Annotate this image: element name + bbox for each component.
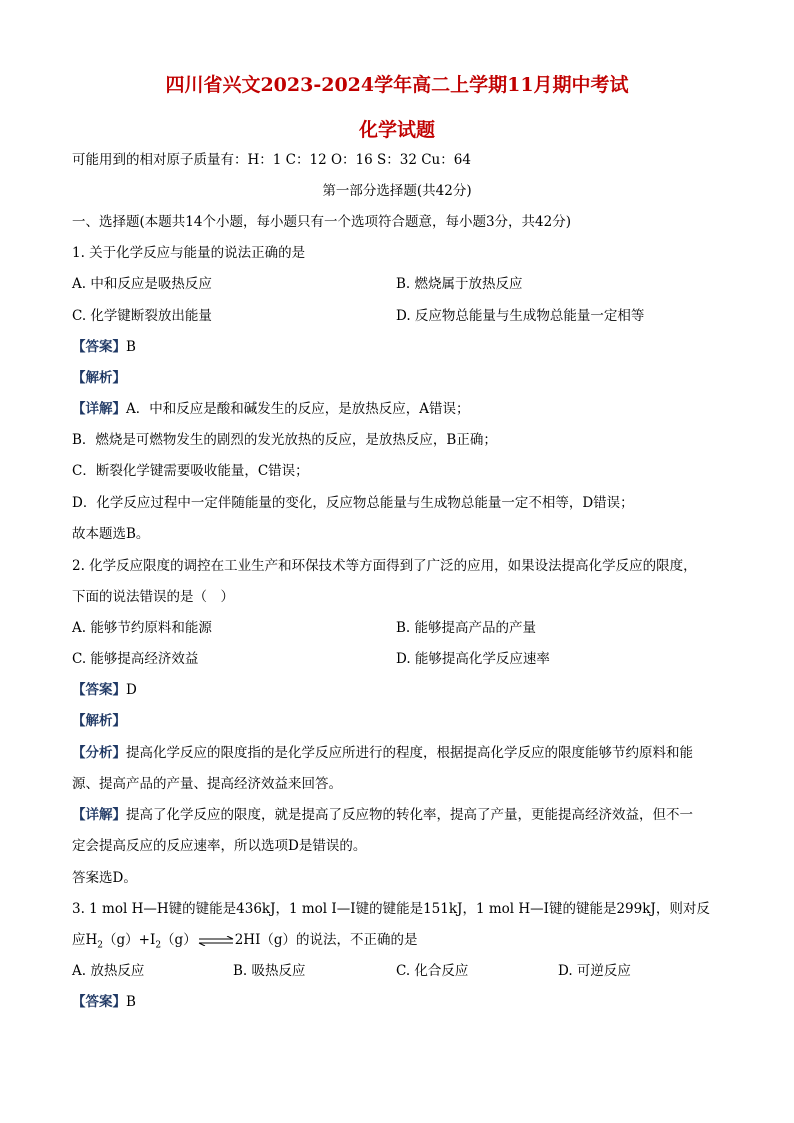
q1-stem: 1. 关于化学反应与能量的说法正确的是 <box>72 245 306 261</box>
q1-option-c: C. 化学键断裂放出能量 <box>72 308 212 324</box>
subscript-2: 2 <box>97 940 104 951</box>
answer-tag: 【答案】 <box>72 339 126 355</box>
q3-option-d: D. 可逆反应 <box>558 963 631 979</box>
q1-option-a: A. 中和反应是吸热反应 <box>72 276 212 292</box>
answer-tag: 【答案】 <box>72 682 126 698</box>
q2-detail-text-1: 提高了化学反应的限度，就是提高了反应物的转化率，提高了产量，更能提高经济效益，但不一 <box>126 807 693 823</box>
q1-detail-5: 故本题选B。 <box>72 526 150 542</box>
answer-tag: 【答案】 <box>72 994 126 1010</box>
q2-fenxi-text-1: 提高化学反应的限度指的是化学反应所进行的程度，根据提高化学反应的限度能够节约原料和能 <box>126 745 693 761</box>
q2-option-c: C. 能够提高经济效益 <box>72 651 199 667</box>
detail-tag: 【详解】 <box>72 807 126 823</box>
q1-analysis-tag <box>72 368 126 388</box>
q2-stem-1: 2. 化学反应限度的调控在工业生产和环保技术等方面得到了广泛的应用，如果设法提高化学反应的限度， <box>72 558 697 574</box>
q3-option-a: A. 放热反应 <box>72 963 145 979</box>
q1-detail-3: C．断裂化学键需要吸收能量，C错误； <box>72 463 309 479</box>
detail-tag: 【详解】 <box>72 401 126 417</box>
analysis-tag: 【解析】 <box>72 713 126 729</box>
q3-answer-value: B <box>126 994 136 1010</box>
q3-stem-2 <box>72 930 418 956</box>
q3-stem-2-mid2: （g） <box>161 932 197 948</box>
q2-answer <box>72 680 137 700</box>
equilibrium-arrow-icon <box>198 936 234 946</box>
q2-detail-1 <box>72 805 693 825</box>
section-title: 一、选择题(本题共14个小题，每小题只有一个选项符合题意，每小题3分，共42分) <box>72 214 571 230</box>
analysis-tag: 【解析】 <box>72 370 126 386</box>
q1-answer <box>72 337 136 357</box>
atomic-masses: 可能用到的相对原子质量有：H：1 C：12 O：16 S：32 Cu：64 <box>72 152 471 168</box>
q3-option-b: B. 吸热反应 <box>233 963 306 979</box>
q3-option-c: C. 化合反应 <box>396 963 469 979</box>
document-subtitle: 化学试题 <box>358 119 435 141</box>
q3-stem-1: 3. 1 mol H—H键的键能是436kJ，1 mol I—I键的键能是151kJ，1 mol H—I键的键能是299kJ，则对反 <box>72 901 710 917</box>
q1-option-b: B. 燃烧属于放热反应 <box>396 276 523 292</box>
q2-detail-3: 答案选D。 <box>72 870 137 886</box>
q1-detail-4: D．化学反应过程中一定伴随能量的变化，反应物总能量与生成物总能量一定不相等，D错误； <box>72 495 634 511</box>
q3-stem-2-post: 2HI（g）的说法，不正确的是 <box>234 932 418 948</box>
q3-stem-2-pre: 应H <box>72 932 98 948</box>
q1-answer-value: B <box>126 339 136 355</box>
q2-stem-2: 下面的说法错误的是（ ） <box>72 589 234 605</box>
q2-fenxi-1 <box>72 743 693 763</box>
subscript-2: 2 <box>155 940 162 951</box>
q1-detail-1 <box>72 399 470 419</box>
q2-detail-2: 定会提高反应的反应速率，所以选项D是错误的。 <box>72 838 367 854</box>
document-title: 四川省兴文2023-2024学年高二上学期11月期中考试 <box>165 74 629 96</box>
q3-answer <box>72 992 136 1012</box>
q1-option-d: D. 反应物总能量与生成物总能量一定相等 <box>396 308 645 324</box>
q2-answer-value: D <box>126 682 137 698</box>
q1-detail-text-1: A．中和反应是酸和碱发生的反应，是放热反应，A错误； <box>126 401 470 417</box>
q3-stem-2-mid1: （g）+I <box>103 932 156 948</box>
q2-option-a: A. 能够节约原料和能源 <box>72 620 212 636</box>
part-title: 第一部分选择题(共42分) <box>322 183 472 199</box>
q2-option-d: D. 能够提高化学反应速率 <box>396 651 550 667</box>
q2-fenxi-2: 源、提高产品的产量、提高经济效益来回答。 <box>72 776 342 792</box>
q1-detail-2: B．燃烧是可燃物发生的剧烈的发光放热的反应，是放热反应，B正确； <box>72 432 497 448</box>
q2-analysis-tag <box>72 711 126 731</box>
q2-option-b: B. 能够提高产品的产量 <box>396 620 537 636</box>
fenxi-tag: 【分析】 <box>72 745 126 761</box>
